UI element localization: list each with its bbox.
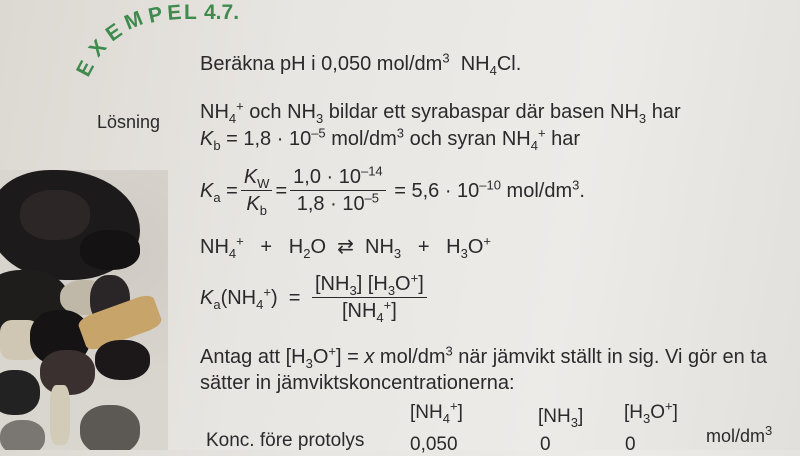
table-header-nh3: $[NH_3]$ <box>538 406 584 430</box>
fraction-values: $\frac{1,0 \cdot 10^{-14}}{1,8 \cdot 10^{-5}}$ <box>290 165 386 216</box>
example-title <box>70 0 270 90</box>
stones-photo <box>0 170 168 450</box>
table-cell-h3o: 0 <box>625 434 636 455</box>
ka-equation: $K_a$ = $\frac{K_W}{K_b}$ = $\frac{1,0 \cdot 10^{-14}}{1,8 \cdot 10^{-5}}$ = $5,6 \cdot 10^{-10}$ mol/$dm^3$. <box>200 163 585 218</box>
title-number: 4.7. <box>204 1 240 24</box>
title-letter: E <box>166 0 183 25</box>
title-letter: E <box>72 57 99 81</box>
title-letter: X <box>84 35 112 62</box>
assumption-line-1: Antag att $[H_3O^+] = x$ mol/$dm^3$ när jämvikt ställt in sig. Vi gör en ta <box>200 343 767 371</box>
equilibrium-arrow: ⇄ <box>337 234 354 258</box>
solution-line-2: $K_b = 1,8 \cdot 10^{-5}$ mol/$dm^3$ och syran $NH_4^+$ har <box>200 125 581 153</box>
title-letter: M <box>121 6 147 35</box>
solution-label: Lösning <box>97 112 161 132</box>
table-row-label: Konc. före protolys <box>206 430 365 451</box>
table-unit: mol/$dm^3$ <box>706 423 773 446</box>
fraction-concentrations: $\frac{[NH_3] [H_3O^+]}{[NH_4^+]}$ <box>312 272 427 323</box>
title-letter: L <box>184 1 197 24</box>
table-header-h3o: $[H_3O^+]$ <box>624 398 678 426</box>
table-header-nh4: $[NH_4^+]$ <box>410 398 463 426</box>
ka-expression: $K_a(NH_4^+)$ = $\frac{[NH_3] [H_3O^+]}{[NH_4^+]}$ <box>200 272 430 323</box>
title-letter: P <box>146 2 165 28</box>
title-letter: E <box>101 19 127 47</box>
fraction-kw-kb: $\frac{K_W}{K_b}$ <box>241 165 273 216</box>
reaction-equation: $NH_4^+$ + $H_2O$ ⇄ $NH_3$ + $H_3O^+$ <box>200 233 492 261</box>
assumption-line-2: sätter in jämviktskoncentrationerna: <box>200 372 515 394</box>
solution-line-1: $NH_4^+$ och $NH_3$ bildar ett syrabaspar där basen $NH_3$ har <box>200 98 681 126</box>
task-line: Beräkna pH i 0,050 mol/$dm^3$ $NH_4Cl$. <box>200 50 522 78</box>
table-cell-nh3: 0 <box>540 434 551 455</box>
table-cell-nh4: 0,050 <box>410 434 458 455</box>
